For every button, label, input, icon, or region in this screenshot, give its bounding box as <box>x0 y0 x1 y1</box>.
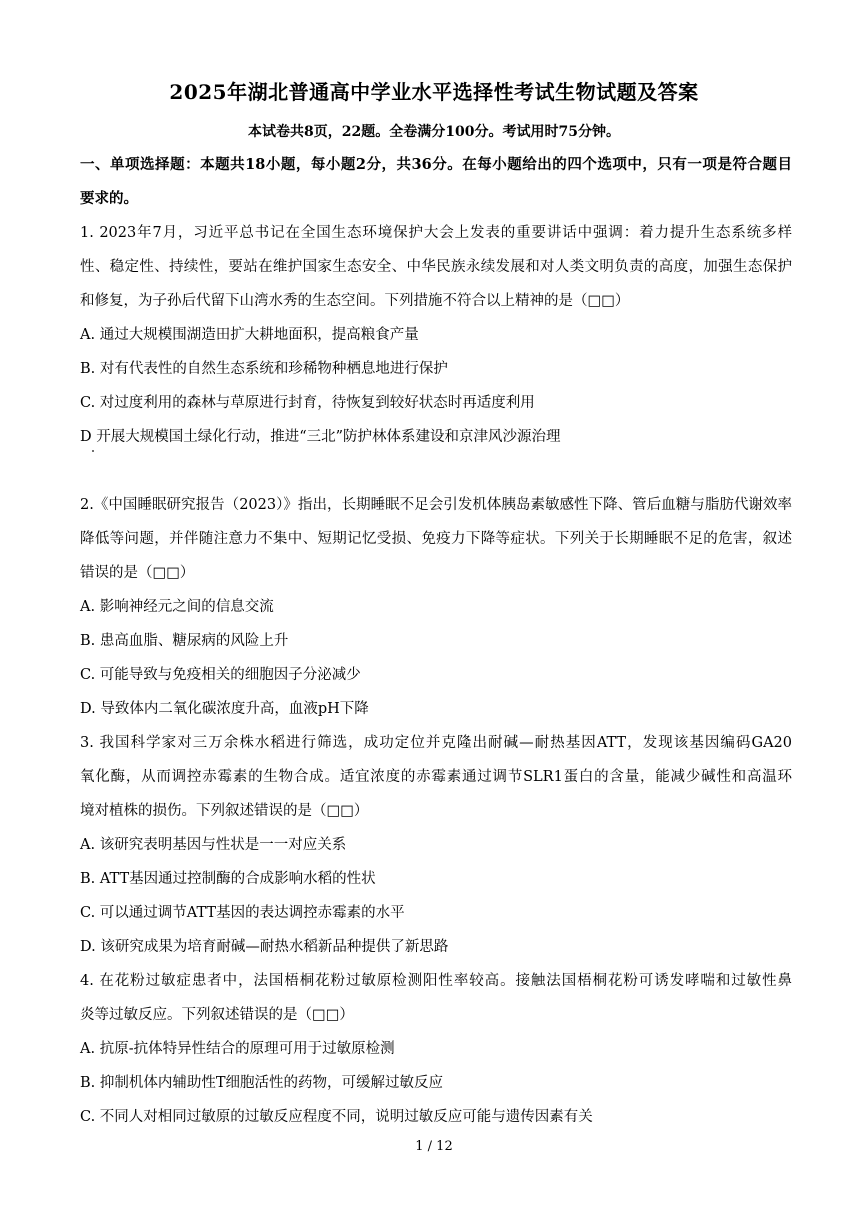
question-3-option-d: D. 该研究成果为培育耐碱—耐热水稻新品种提供了新思路 <box>80 939 449 955</box>
question-2-stem-line-1: 2.《中国睡眠研究报告（2023）》指出，长期睡眠不足会引发机体胰岛素敏感性下降、管后血糖与脂肪代谢效率 <box>80 497 792 513</box>
question-3-stem-line-2: 氧化酶，从而调控赤霉素的生物合成。适宜浓度的赤霉素通过调节SLR1蛋白的含量，能减少碱性和高温环 <box>80 769 792 785</box>
question-1-option-c: C. 对过度利用的森林与草原进行封育，待恢复到较好状态时再适度利用 <box>80 395 535 411</box>
question-1-stem-line-1: 1. 2023年7月，习近平总书记在全国生态环境保护大会上发表的重要讲话中强调：着力提升生态系统多样 <box>80 225 792 241</box>
question-4-option-b: B. 抑制机体内辅助性T细胞活性的药物，可缓解过敏反应 <box>80 1075 444 1091</box>
question-3-stem-line-3: 境对植株的损伤。下列叙述错误的是（□□） <box>80 803 369 819</box>
question-2-option-b: B. 患高血脂、糖尿病的风险上升 <box>80 633 289 649</box>
question-1-option-b: B. 对有代表性的自然生态系统和珍稀物种栖息地进行保护 <box>80 361 448 377</box>
question-4-option-a: A. 抗原-抗体特异性结合的原理可用于过敏原检测 <box>80 1041 395 1057</box>
question-1-stem-line-2: 性、稳定性、持续性，要站在维护国家生态安全、中华民族永续发展和对人类文明负责的高度，加强生态保护 <box>80 259 792 275</box>
question-2-stem-line-2: 降低等问题，并伴随注意力不集中、短期记忆受损、免疫力下降等症状。下列关于长期睡眠不足的危害，叙述 <box>80 531 792 547</box>
page-number: 1 / 12 <box>415 1139 453 1154</box>
question-4-option-c: C. 不同人对相同过敏原的过敏反应程度不同，说明过敏反应可能与遗传因素有关 <box>80 1109 593 1125</box>
question-2-stem-line-3: 错误的是（□□） <box>80 565 195 581</box>
section-heading-line-2: 要求的。 <box>80 190 138 207</box>
scan-dot-mark <box>92 450 94 452</box>
question-1-stem-line-3: 和修复，为子孙后代留下山湾水秀的生态空间。下列措施不符合以上精神的是（□□） <box>80 293 630 309</box>
question-2-option-d: D. 导致体内二氧化碳浓度升高，血液pH下降 <box>80 701 369 717</box>
question-1-option-a: A. 通过大规模围湖造田扩大耕地面积，提高粮食产量 <box>80 327 419 343</box>
section-heading-line-1: 一、单项选择题：本题共18小题，每小题2分，共36分。在每小题给出的四个选项中，只有一项是符合题目 <box>80 156 792 173</box>
question-3-stem-line-1: 3. 我国科学家对三万余株水稻进行筛选，成功定位并克隆出耐碱—耐热基因ATT，发现该基因编码GA20 <box>80 735 792 751</box>
question-4-stem-line-2: 炎等过敏反应。下列叙述错误的是（□□） <box>80 1007 354 1023</box>
page-title: 2025年湖北普通高中学业水平选择性考试生物试题及答案 <box>169 80 699 104</box>
question-2-option-c: C. 可能导致与免疫相关的细胞因子分泌减少 <box>80 667 361 683</box>
question-3-option-c: C. 可以通过调节ATT基因的表达调控赤霉素的水平 <box>80 905 405 921</box>
question-body <box>80 148 792 1134</box>
exam-info: 本试卷共8页，22题。全卷满分100分。考试用时75分钟。 <box>248 124 620 140</box>
question-3-option-b: B. ATT基因通过控制酶的合成影响水稻的性状 <box>80 871 376 887</box>
question-2-option-a: A. 影响神经元之间的信息交流 <box>80 599 274 615</box>
question-3-option-a: A. 该研究表明基因与性状是一一对应关系 <box>80 837 347 853</box>
question-1-option-d: D 开展大规模国土绿化行动，推进“三北”防护林体系建设和京津风沙源治理 <box>80 429 561 445</box>
question-4-stem-line-1: 4. 在花粉过敏症患者中，法国梧桐花粉过敏原检测阳性率较高。接触法国梧桐花粉可诱发哮喘和过敏性鼻 <box>80 973 792 989</box>
